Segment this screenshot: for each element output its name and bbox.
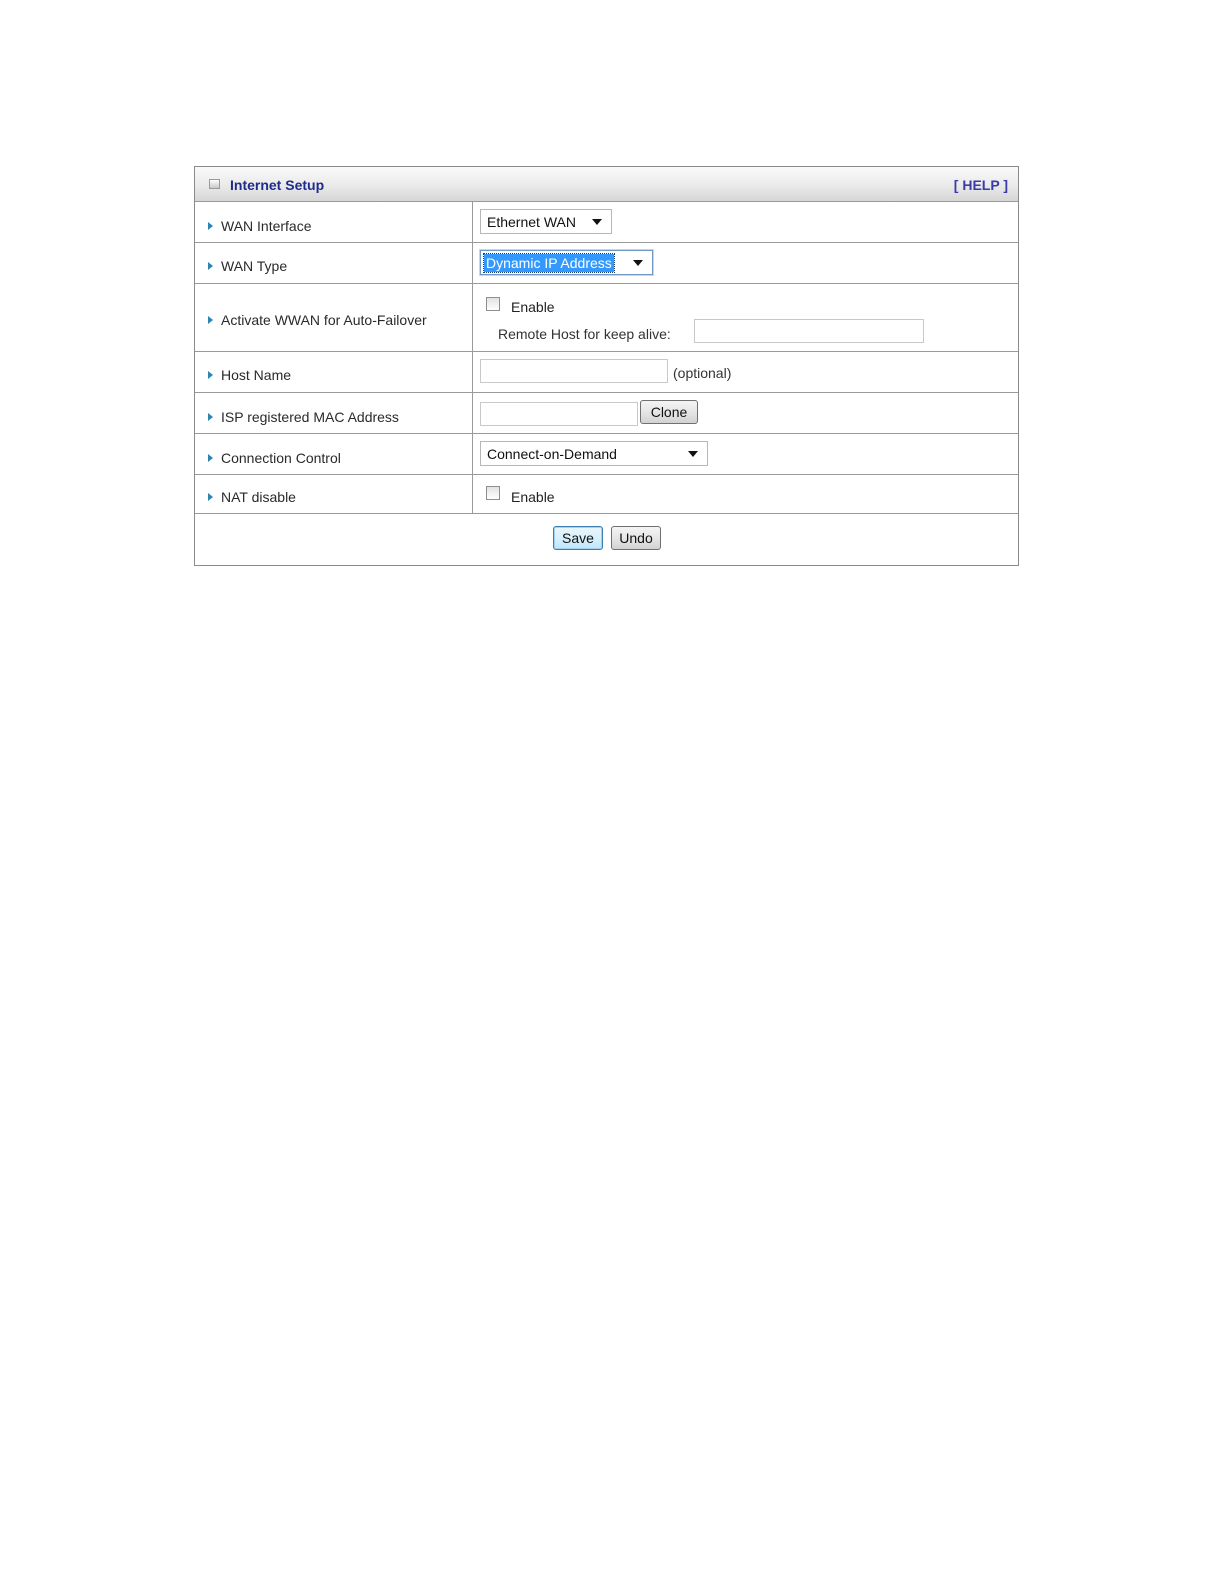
wan-interface-select[interactable]: [480, 209, 612, 234]
panel-square-icon: [209, 179, 220, 189]
wan-interface-label-text: WAN Interface: [221, 218, 312, 234]
mac-address-input[interactable]: [480, 402, 638, 426]
mac-address-label: [208, 409, 399, 425]
wan-type-select[interactable]: [480, 250, 653, 275]
wan-type-label-text: WAN Type: [221, 258, 288, 274]
arrow-right-icon: [208, 454, 213, 462]
nat-disable-label: [208, 489, 296, 505]
wwan-enable-checkbox[interactable]: [486, 297, 500, 311]
host-name-hint: (optional): [673, 365, 732, 381]
wan-type-label: [208, 258, 287, 274]
row-connection-control: [195, 434, 1018, 475]
host-name-input[interactable]: [480, 359, 668, 383]
row-nat-disable: [195, 475, 1018, 514]
wwan-failover-label: [208, 312, 427, 328]
internet-setup-panel: [194, 166, 1019, 566]
row-host-name: [195, 352, 1018, 393]
arrow-right-icon: [208, 222, 213, 230]
connection-control-value: Connect-on-Demand: [487, 446, 617, 462]
wan-interface-value: Ethernet WAN: [487, 214, 576, 230]
dropdown-arrow-icon: [688, 451, 698, 457]
wan-type-value: Dynamic IP Address: [486, 255, 612, 271]
dropdown-arrow-icon: [592, 219, 602, 225]
arrow-right-icon: [208, 413, 213, 421]
connection-control-select[interactable]: [480, 441, 708, 466]
connection-control-label: [208, 450, 341, 466]
panel-header: [195, 167, 1018, 202]
row-wwan-failover: [195, 284, 1018, 352]
row-wan-type: [195, 243, 1018, 284]
wwan-failover-label-text: Activate WWAN for Auto-Failover: [221, 312, 427, 328]
nat-enable-checkbox[interactable]: [486, 486, 500, 500]
connection-control-label-text: Connection Control: [221, 450, 341, 466]
arrow-right-icon: [208, 371, 213, 379]
mac-address-label-text: ISP registered MAC Address: [221, 409, 399, 425]
host-name-label: [208, 367, 291, 383]
undo-button[interactable]: Undo: [611, 526, 661, 550]
dropdown-arrow-icon: [633, 260, 643, 266]
wan-interface-label: [208, 218, 312, 234]
row-wan-interface: [195, 202, 1018, 243]
arrow-right-icon: [208, 262, 213, 270]
clone-button[interactable]: Clone: [640, 400, 698, 424]
save-button[interactable]: Save: [553, 526, 603, 550]
host-name-label-text: Host Name: [221, 367, 292, 383]
remote-host-label: Remote Host for keep alive:: [498, 326, 671, 342]
nat-disable-label-text: NAT disable: [221, 489, 296, 505]
nat-enable-label: Enable: [511, 489, 555, 505]
arrow-right-icon: [208, 316, 213, 324]
help-link[interactable]: [ HELP ]: [953, 177, 1008, 193]
panel-title: Internet Setup: [230, 177, 325, 193]
wwan-enable-label: Enable: [511, 299, 555, 315]
remote-host-input[interactable]: [694, 319, 924, 343]
row-mac-address: [195, 393, 1018, 434]
arrow-right-icon: [208, 493, 213, 501]
